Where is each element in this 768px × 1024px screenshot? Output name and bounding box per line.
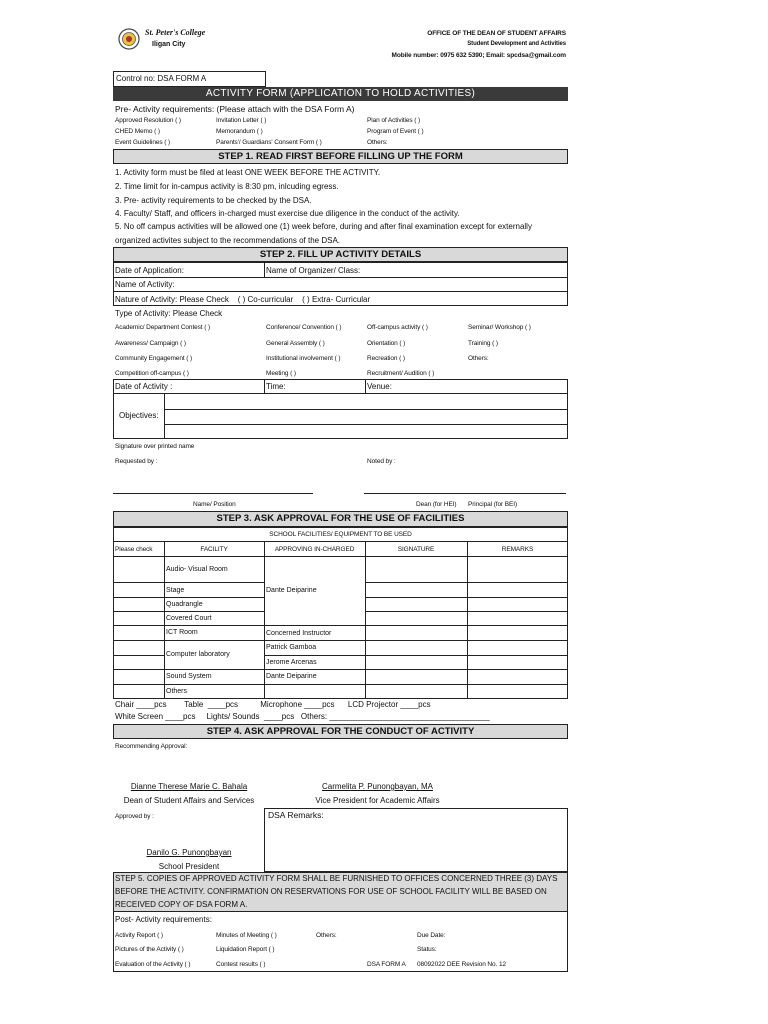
form-revision: 08092022 DEE Revision No. 12 xyxy=(417,961,506,968)
noted-by-label: Noted by : xyxy=(367,458,396,465)
president-title: School President xyxy=(158,862,220,871)
requested-signature-line[interactable] xyxy=(113,493,313,494)
pre-req-item: Memorandum ( ) xyxy=(216,128,263,135)
post-req-item[interactable]: Evaluation of the Activity ( ) xyxy=(115,961,191,968)
activity-name-field[interactable]: Name of Activity: xyxy=(115,280,175,289)
dean-hei-label: Dean (for HEI) xyxy=(416,501,457,508)
post-req-title: Post- Activity requirements: xyxy=(115,915,212,924)
signatory-dean-name: Dianne Therese Marie C. Bahala xyxy=(130,782,248,791)
col-facility: FACILITY xyxy=(200,546,228,553)
type-option[interactable]: Meeting ( ) xyxy=(266,370,296,377)
step1-line: 2. Time limit for in-campus activity is 8:30 pm, inlcuding egress. xyxy=(115,182,339,191)
signatory-vp-title: Vice President for Academic Affairs xyxy=(315,796,440,805)
approver-name: Dante Deiparine xyxy=(266,587,317,594)
col-please-check: Please check xyxy=(115,546,153,553)
approver-name: Jerome Arcenas xyxy=(266,659,317,666)
name-position-label: Name/ Position xyxy=(193,501,236,508)
recommending-approval-label: Recommending Approval: xyxy=(115,743,188,750)
type-option[interactable]: Institutional involvement ( ) xyxy=(266,355,341,362)
noted-signature-line[interactable] xyxy=(364,493,566,494)
step5-line: STEP 5. COPIES OF APPROVED ACTIVITY FORM SHALL BE FURNISHED TO OFFICES CONCERNED THREE (3) DAYS xyxy=(115,874,558,883)
signature-note: Signature over printed name xyxy=(115,443,195,450)
step1-line: organized activites subject to the recommendations of the DSA. xyxy=(115,236,341,245)
pre-req-item: CHED Memo ( ) xyxy=(115,128,160,135)
type-option[interactable]: Academic/ Department Contest ( ) xyxy=(115,324,211,331)
date-of-activity-field[interactable]: Date of Activity : xyxy=(115,382,173,391)
objectives-label: Objectives: xyxy=(119,411,159,420)
post-status[interactable]: Status: xyxy=(417,946,437,953)
time-field[interactable]: Time: xyxy=(266,382,286,391)
approver-name: Patrick Gamboa xyxy=(266,644,317,651)
step2-title: STEP 2. FILL UP ACTIVITY DETAILS xyxy=(113,247,568,262)
post-due-date[interactable]: Due Date: xyxy=(417,932,446,939)
step1-line: 4. Faculty/ Staff, and officers in-charged must exercise due diligence in the conduct of the activity. xyxy=(115,209,460,218)
facility-name: Quadrangle xyxy=(166,601,203,608)
type-option[interactable]: Orientation ( ) xyxy=(367,340,406,347)
col-approving: APPROVING IN-CHARGED xyxy=(274,546,355,553)
form-title: ACTIVITY FORM (APPLICATION TO HOLD ACTIVITIES) xyxy=(113,87,568,101)
date-of-application-field[interactable]: Date of Application: xyxy=(115,266,184,275)
pre-req-item: Event Guidelines ( ) xyxy=(115,139,171,146)
facilities-subtitle: SCHOOL FACILITIES/ EQUIPMENT TO BE USED xyxy=(269,531,412,538)
type-option[interactable]: Training ( ) xyxy=(468,340,498,347)
col-signature: SIGNATURE xyxy=(397,546,435,553)
step5-line: BEFORE THE ACTIVITY. CONFIRMATION ON RESERVATIONS FOR USE OF SCHOOL FACILITY WILL BE BASED ON xyxy=(115,887,547,896)
form-code: DSA FORM A xyxy=(367,961,406,968)
type-option[interactable]: Community Engagement ( ) xyxy=(115,355,193,362)
post-req-item[interactable]: Minutes of Meeting ( ) xyxy=(216,932,277,939)
facility-name: Audio- Visual Room xyxy=(166,566,228,573)
pre-req-item: Approved Resolution ( ) xyxy=(115,117,181,124)
president-name: Danilo G. Punongbayan xyxy=(146,848,232,857)
type-option[interactable]: Seminar/ Workshop ( ) xyxy=(468,324,531,331)
type-option[interactable]: General Assembly ( ) xyxy=(266,340,325,347)
equipment-line-2[interactable]: White Screen ____pcs Lights/ Sounds ____pcs Others: ____________________________________ xyxy=(115,712,490,721)
pre-req-title: Pre- Activity requirements: (Please attach with the DSA Form A) xyxy=(115,104,355,114)
pre-req-item: Parents'/ Guardians' Consent Form ( ) xyxy=(216,139,322,146)
school-name: St. Peter's College xyxy=(145,28,206,37)
approver-name: Dante Deiparine xyxy=(266,673,317,680)
office-department: Student Development and Activities xyxy=(467,41,566,47)
type-option[interactable]: Recreation ( ) xyxy=(367,355,405,362)
signatory-vp-name: Carmelita P. Punongbayan, MA xyxy=(321,782,434,791)
organizer-field[interactable]: Name of Organizer/ Class: xyxy=(266,266,361,275)
facility-name: Sound System xyxy=(166,673,212,680)
step3-title: STEP 3. ASK APPROVAL FOR THE USE OF FACILITIES xyxy=(113,511,568,527)
step1-line: 1. Activity form must be filed at least ONE WEEK BEFORE THE ACTIVITY. xyxy=(115,168,381,177)
type-option[interactable]: Conference/ Convention ( ) xyxy=(266,324,342,331)
principal-bei-label: Principal (for BEI) xyxy=(468,501,518,508)
step5-line: RECEIVED COPY OF DSA FORM A. xyxy=(115,900,248,909)
pre-req-item: Others: xyxy=(367,139,388,146)
post-req-item[interactable]: Pictures of the Activity ( ) xyxy=(115,946,184,953)
nature-of-activity[interactable]: Nature of Activity: Please Check ( ) Co-curricular ( ) Extra- Curricular xyxy=(115,295,371,304)
pre-req-item: Invitation Letter ( ) xyxy=(216,117,267,124)
facility-name: Computer laboratory xyxy=(166,651,230,658)
type-option[interactable]: Competition off-campus ( ) xyxy=(115,370,189,377)
type-of-activity-label: Type of Activity: Please Check xyxy=(115,309,223,318)
facility-name: Others xyxy=(166,688,188,695)
office-contact: Mobile number: 0975 632 5390; Email: spcdsa@gmail.com xyxy=(391,52,566,59)
step1-title: STEP 1. READ FIRST BEFORE FILLING UP THE FORM xyxy=(113,149,568,164)
post-req-item[interactable]: Others: xyxy=(316,932,337,939)
step4-title: STEP 4. ASK APPROVAL FOR THE CONDUCT OF ACTIVITY xyxy=(113,724,568,739)
col-remarks: REMARKS xyxy=(501,546,534,553)
venue-field[interactable]: Venue: xyxy=(367,382,392,391)
step1-line: 5. No off campus activities will be allowed one (1) week before, during and after final examination except for externally xyxy=(115,222,532,231)
post-req-item[interactable]: Contest results ( ) xyxy=(216,961,266,968)
post-req-item[interactable]: Activity Report ( ) xyxy=(115,932,163,939)
control-no: Control no: DSA FORM A xyxy=(116,74,207,83)
type-option[interactable]: Off-campus activity ( ) xyxy=(367,324,428,331)
school-city: Iligan City xyxy=(152,41,186,48)
pre-req-item: Program of Event ( ) xyxy=(367,128,424,135)
facility-name: Covered Court xyxy=(166,615,212,622)
signatory-dean-title: Dean of Student Affairs and Services xyxy=(123,796,255,805)
office-name: OFFICE OF THE DEAN OF STUDENT AFFAIRS xyxy=(427,30,566,37)
facility-name: ICT Room xyxy=(166,629,198,636)
type-option[interactable]: Awareness/ Campaign ( ) xyxy=(115,340,186,347)
post-req-item[interactable]: Liquidation Report ( ) xyxy=(216,946,275,953)
pre-req-item: Plan of Activities ( ) xyxy=(367,117,421,124)
requested-by-label: Requested by : xyxy=(115,458,158,465)
equipment-line-1[interactable]: Chair ____pcs Table ____pcs Microphone ____pcs LCD Projector ____pcs xyxy=(115,700,431,709)
facility-name: Stage xyxy=(166,587,185,594)
step1-line: 3. Pre- activity requirements to be checked by the DSA. xyxy=(115,196,312,205)
dsa-remarks-label: DSA Remarks: xyxy=(268,810,324,820)
type-option[interactable]: Others: xyxy=(468,355,489,362)
school-seal-icon xyxy=(118,28,140,50)
approver-name: Concerned Instructor xyxy=(266,630,332,637)
approved-by-label: Approved by : xyxy=(115,813,154,820)
type-option[interactable]: Recruitment/ Audition ( ) xyxy=(367,370,435,377)
